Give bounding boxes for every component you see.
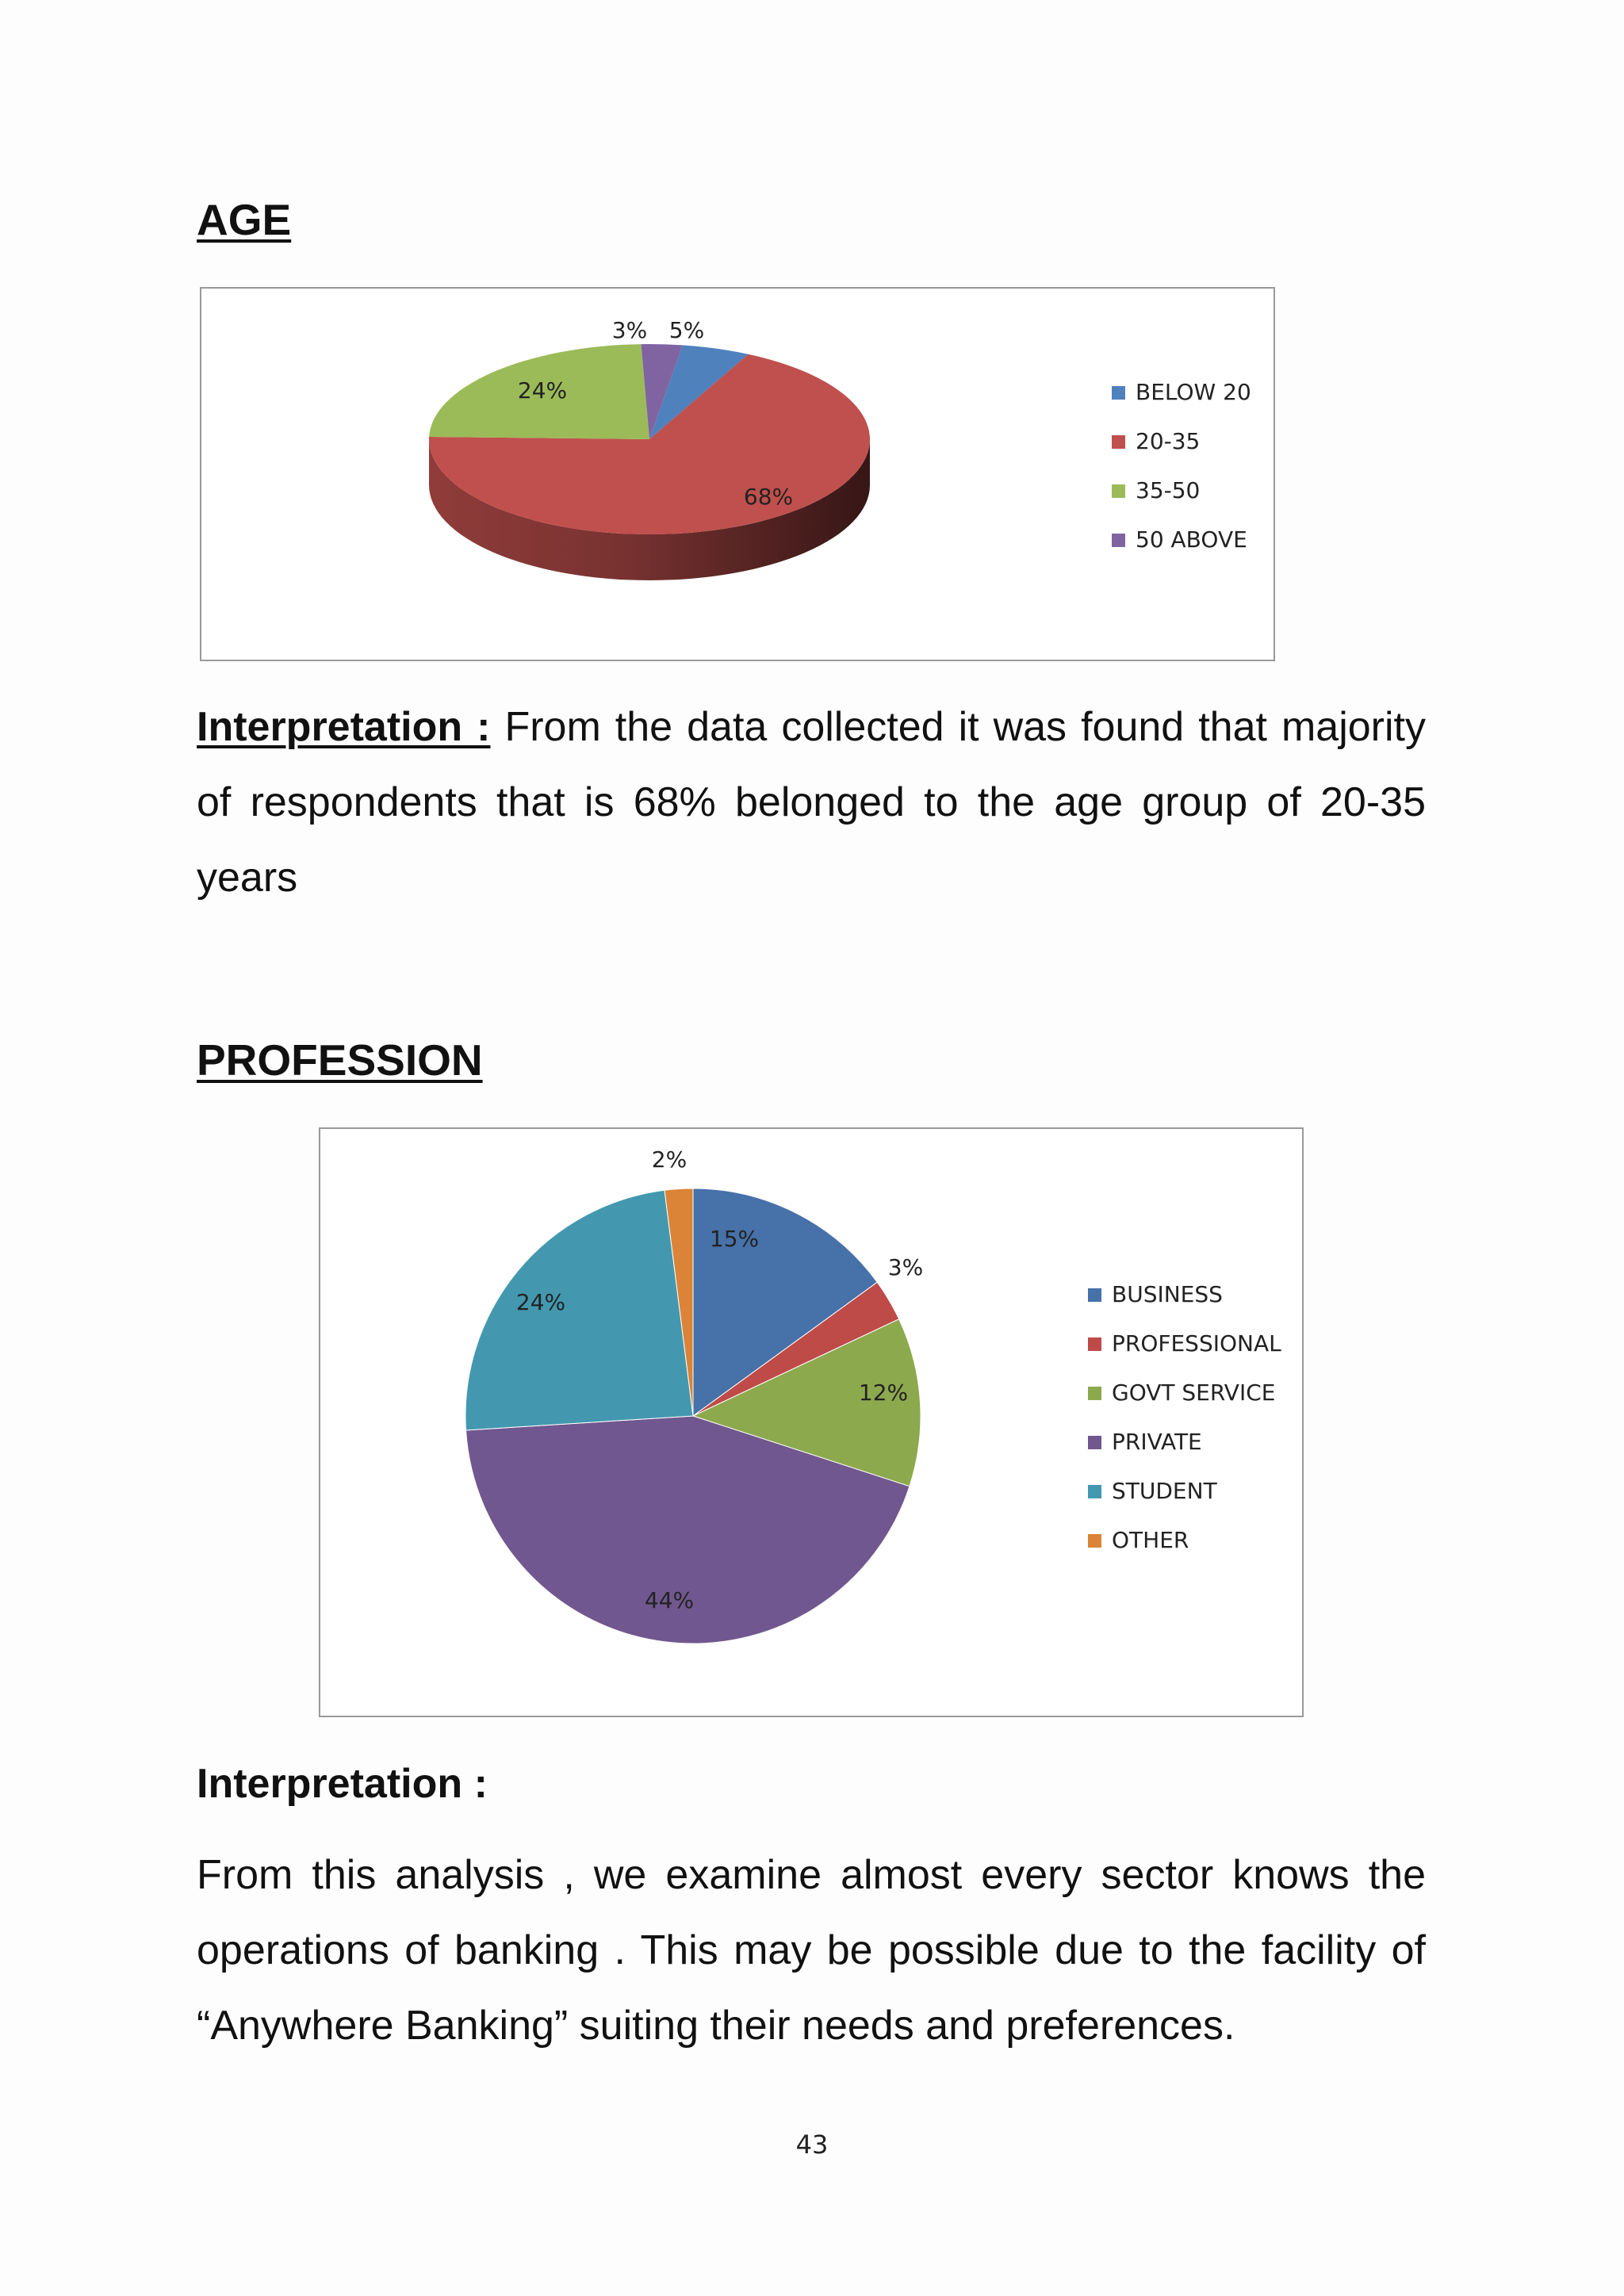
profession-data-label-private: 44% [644, 1587, 695, 1613]
age-data-label-35-50: 24% [517, 377, 568, 404]
profession-legend-swatch-professional [1088, 1337, 1101, 1351]
profession-heading: PROFESSION [197, 1035, 483, 1085]
profession-slice-student [465, 1190, 693, 1430]
profession-legend-swatch-govt-service [1088, 1387, 1101, 1400]
profession-data-label-student: 24% [515, 1289, 566, 1315]
profession-legend-swatch-student [1088, 1485, 1101, 1498]
profession-interpretation-text: From this analysis , we examine almost every sector knows the operations of banking . This may be possible due to the facility of “Anywhere Banking” suiting their needs and preferences. [197, 1852, 1426, 2049]
age-data-label-50-above: 3% [611, 317, 648, 343]
age-legend-swatch-35-50 [1112, 484, 1125, 498]
profession-legend-swatch-private [1088, 1436, 1101, 1449]
age-interpretation [197, 690, 1426, 916]
age-legend-label-35-50: 35-50 [1136, 477, 1201, 503]
age-chart-frame [200, 287, 1275, 661]
age-interpretation-text: From the data collected it was found that majority of respondents that is 68% belonged to the age group of 20-35 years [197, 704, 1426, 901]
age-legend-swatch-20-35 [1112, 435, 1125, 449]
age-pie-chart [201, 289, 1274, 660]
profession-data-label-business: 15% [709, 1226, 760, 1252]
profession-legend-label-business: BUSINESS [1112, 1281, 1223, 1307]
age-legend-swatch-50-above [1112, 534, 1125, 547]
profession-data-label-govt-service: 12% [858, 1380, 909, 1406]
profession-data-label-professional: 3% [887, 1254, 924, 1280]
age-data-label-20-35: 68% [743, 484, 794, 510]
profession-legend-label-other: OTHER [1112, 1527, 1189, 1553]
profession-legend-swatch-business [1088, 1288, 1101, 1302]
profession-chart-frame [319, 1127, 1304, 1717]
profession-pie-chart [320, 1129, 1302, 1716]
age-legend-label-20-35: 20-35 [1136, 428, 1201, 454]
profession-legend-label-govt-service: GOVT SERVICE [1112, 1380, 1276, 1406]
age-legend-label-below-20: BELOW 20 [1136, 379, 1251, 405]
age-interpretation-label: Interpretation : [197, 704, 491, 750]
age-legend-swatch-below-20 [1112, 386, 1125, 400]
age-data-label-below-20: 5% [668, 317, 705, 343]
age-legend-label-50-above: 50 ABOVE [1136, 526, 1247, 553]
profession-legend-swatch-other [1088, 1534, 1101, 1548]
page-number: 43 [795, 2130, 829, 2160]
profession-interpretation-label: Interpretation : [197, 1761, 488, 1807]
age-heading: AGE [197, 195, 292, 244]
profession-legend-label-professional: PROFESSIONAL [1112, 1330, 1281, 1357]
profession-legend-label-student: STUDENT [1112, 1478, 1217, 1504]
profession-data-label-other: 2% [651, 1146, 688, 1173]
profession-legend-label-private: PRIVATE [1112, 1429, 1202, 1455]
